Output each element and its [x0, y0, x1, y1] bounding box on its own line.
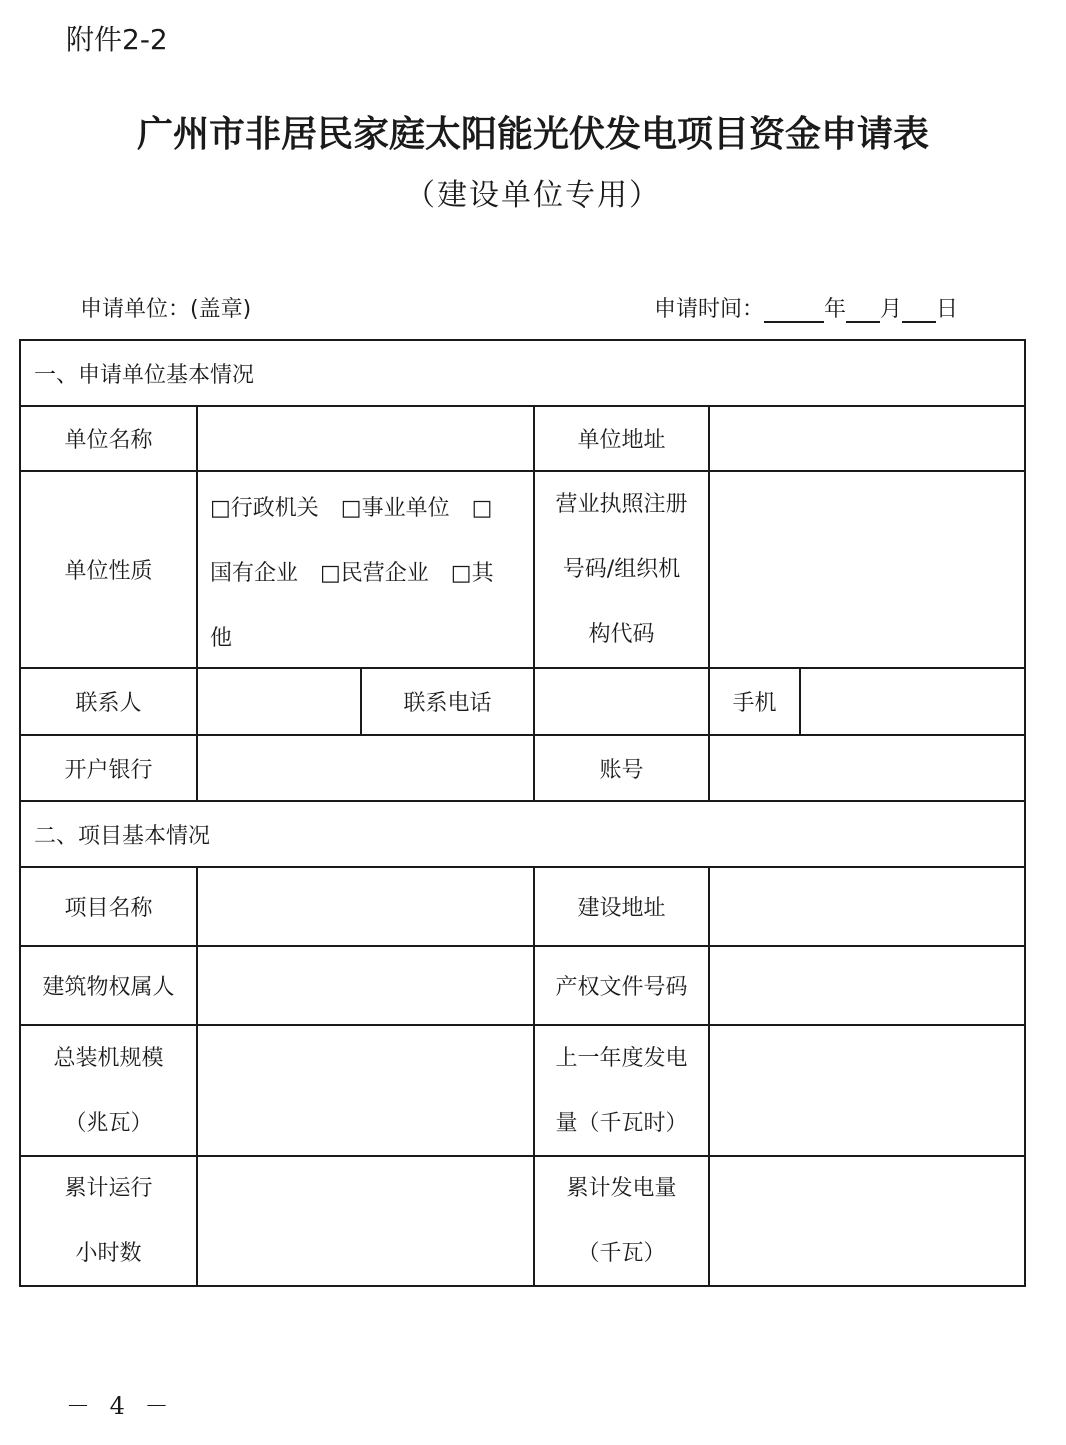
build-address-field[interactable] [709, 867, 1025, 946]
nature-options-line1[interactable]: □行政机关 □事业单位 □ [210, 496, 493, 521]
bank-label: 开户银行 [64, 757, 153, 783]
hours-line1: 累计运行 [64, 1176, 153, 1201]
contact-phone-label: 联系电话 [403, 691, 492, 716]
day-blank[interactable] [902, 301, 936, 323]
contact-phone-field[interactable] [534, 668, 709, 735]
year-blank[interactable] [764, 301, 824, 323]
last-year-gen-label [534, 1025, 709, 1156]
contact-field[interactable] [197, 668, 361, 735]
total-gen-label [534, 1156, 709, 1286]
unit-nature-label: 单位性质 [64, 559, 153, 584]
attachment-label: 附件2-2 [66, 23, 168, 56]
account-field[interactable] [709, 735, 1025, 801]
capacity-label [20, 1025, 197, 1156]
unit-address-field[interactable] [709, 406, 1025, 471]
property-doc-field[interactable] [709, 946, 1025, 1025]
last-year-gen-line1: 上一年度发电 [555, 1045, 688, 1071]
page-number: － 4 － [66, 1392, 175, 1420]
total-gen-field[interactable] [709, 1156, 1025, 1286]
account-label: 账号 [599, 757, 644, 783]
hours-label [20, 1156, 197, 1286]
total-gen-line2: （千瓦） [577, 1241, 666, 1266]
last-year-gen-field[interactable] [709, 1025, 1025, 1156]
page-subtitle: （建设单位专用） [405, 178, 661, 213]
owner-label: 建筑物权属人 [42, 975, 175, 1000]
license-line1: 营业执照注册 [555, 492, 688, 517]
unit-address-label: 单位地址 [577, 428, 666, 453]
license-line3: 构代码 [588, 622, 655, 647]
bank-field[interactable] [197, 735, 534, 801]
total-gen-line1: 累计发电量 [566, 1176, 677, 1201]
license-line2: 号码/组织机 [562, 557, 681, 582]
license-code-label [534, 471, 709, 668]
month-blank[interactable] [846, 301, 880, 323]
capacity-line1: 总装机规模 [53, 1045, 164, 1071]
nature-options-line2[interactable]: 国有企业 □民营企业 □其 [210, 561, 494, 586]
nature-options-line3[interactable]: 他 [210, 626, 233, 651]
owner-field[interactable] [197, 946, 534, 1025]
capacity-field[interactable] [197, 1025, 534, 1156]
mobile-label: 手机 [732, 691, 777, 716]
unit-name-field[interactable] [197, 406, 534, 471]
hours-field[interactable] [197, 1156, 534, 1286]
contact-label: 联系人 [75, 691, 142, 716]
last-year-gen-line2: 量（千瓦时） [555, 1110, 688, 1136]
capacity-line2: （兆瓦） [64, 1110, 153, 1136]
apply-time-label: 申请时间： [654, 297, 765, 322]
year-label: 年 [824, 297, 847, 322]
build-address-label: 建设地址 [577, 896, 666, 921]
project-name-label: 项目名称 [64, 896, 153, 921]
unit-name-label: 单位名称 [64, 428, 153, 453]
page-title: 广州市非居民家庭太阳能光伏发电项目资金申请表 [136, 113, 929, 155]
property-doc-label: 产权文件号码 [555, 975, 688, 1000]
applicant-label: 申请单位：(盖章) [80, 297, 252, 322]
mobile-field[interactable] [800, 668, 1025, 735]
license-code-field[interactable] [709, 471, 1025, 668]
section1-heading: 一、申请单位基本情况 [34, 362, 255, 388]
apply-time [654, 292, 958, 323]
project-name-field[interactable] [197, 867, 534, 946]
day-label: 日 [936, 297, 959, 322]
section2-heading: 二、项目基本情况 [34, 823, 211, 849]
month-label: 月 [880, 297, 903, 322]
hours-line2: 小时数 [75, 1241, 142, 1266]
